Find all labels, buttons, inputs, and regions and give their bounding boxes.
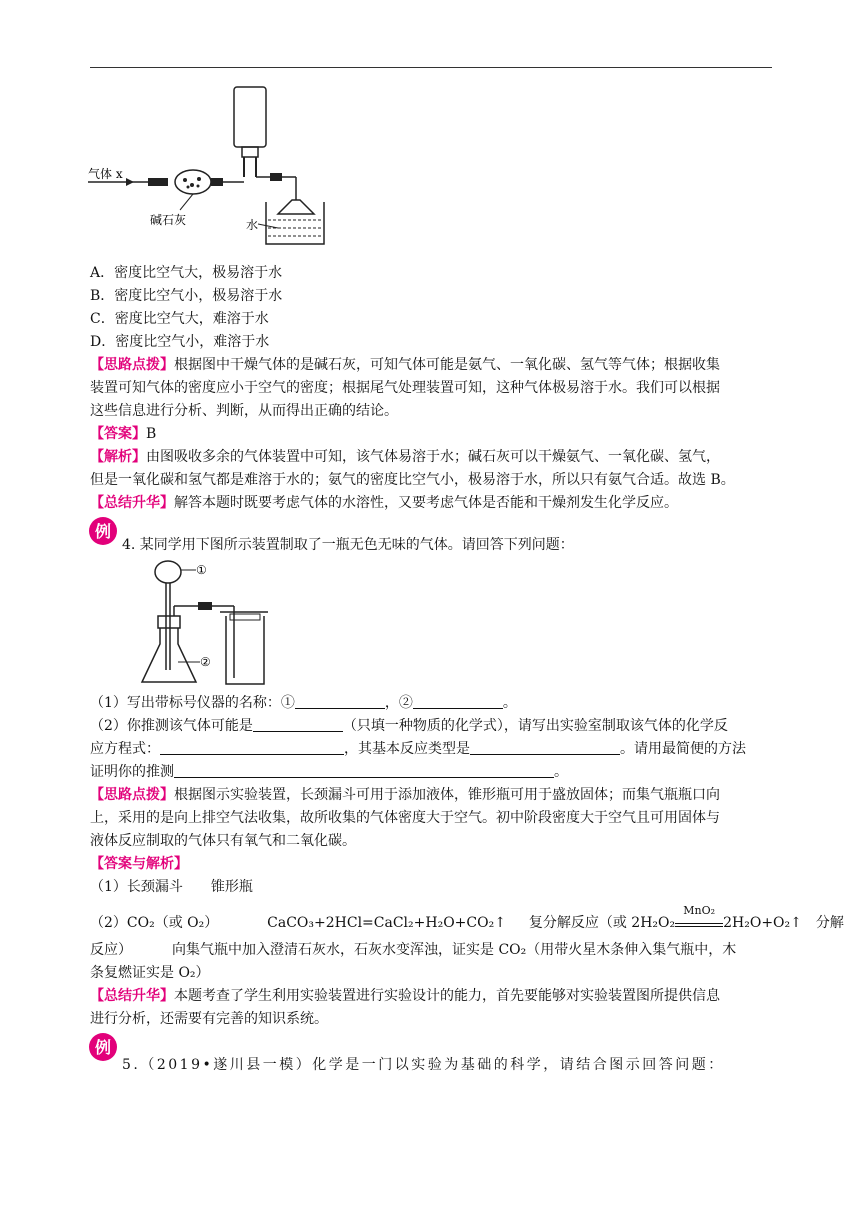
- example-badge-icon: [88, 516, 118, 546]
- hint-heading: 【思路点拨】: [90, 357, 174, 373]
- answer-blank-3[interactable]: [253, 717, 343, 732]
- answer-blank-6[interactable]: [174, 763, 554, 778]
- q3-hint-line-1: 【思路点拨】根据图中干燥气体的是碱石灰，可知气体可能是氨气、一氧化碳、氢气等气体；根据收集: [90, 357, 720, 373]
- q4-summary-line-2: 进行分析，还需要有完善的知识系统。: [90, 1011, 328, 1027]
- svg-text:例: 例: [94, 1038, 112, 1057]
- q4-hint-line-2: 上，采用的是向上排空气法收集，故所收集的气体密度大于空气。初中阶段密度大于空气且可用固体与: [90, 810, 720, 826]
- q4-part-2-line-2: 应方程式： ，其基本反应类型是 。请用最简便的方法: [90, 741, 746, 757]
- option-d: D．密度比空气小，难溶于水: [90, 334, 270, 350]
- gas-x-label: 气体 x: [88, 167, 123, 181]
- q4-stem: 4. 某同学用下图所示装置制取了一瓶无色无味的气体。请回答下列问题：: [122, 537, 574, 553]
- answer-heading: 【答案】: [90, 426, 146, 442]
- q4-part-2-line-1: （2）你推测该气体可能是 （只填一种物质的化学式），请写出实验室制取该气体的化学反: [90, 718, 728, 734]
- analysis-heading: 【解析】: [90, 449, 146, 465]
- option-b: B．密度比空气小，极易溶于水: [90, 288, 283, 304]
- q4-answer-3: 反应） 向集气瓶中加入澄清石灰水，石灰水变浑浊，证实是 CO₂（用带火星木条伸入集气瓶中，木: [90, 942, 737, 958]
- q3-hint-line-2: 装置可知气体的密度应小于空气的密度；根据尾气处理装置可知，这种气体极易溶于水。我们可以根据: [90, 380, 720, 396]
- q3-answer: 【答案】B: [90, 426, 157, 442]
- q4-part-1: （1）写出带标号仪器的名称：① ，② 。: [90, 695, 517, 711]
- q3-hint-line-3: 这些信息进行分析、判断，从而得出正确的结论。: [90, 403, 398, 419]
- q4-hint-line-1: 【思路点拨】根据图示实验装置，长颈漏斗可用于添加液体，锥形瓶可用于盛放固体；而集气瓶瓶口向: [90, 787, 720, 803]
- q3-analysis-line-2: 但是一氧化碳和氢气都是难溶于水的；氨气的密度比空气小，极易溶于水，所以只有氨气合适。故选 B。: [90, 472, 735, 488]
- q5-stem: 5.（2019•遂川县一模）化学是一门以实验为基础的科学，请结合图示回答问题：: [122, 1057, 725, 1073]
- water-label: 水: [246, 218, 259, 232]
- svg-text:②: ②: [200, 655, 211, 669]
- header-rule: [90, 67, 772, 68]
- soda-lime-label: 碱石灰: [150, 213, 187, 227]
- apparatus-figure-1: [88, 82, 328, 252]
- q4-answer-1: （1）长颈漏斗 锥形瓶: [90, 879, 253, 895]
- answer-blank-5[interactable]: [470, 740, 620, 755]
- catalyst-over-arrow: MnO₂: [675, 915, 723, 927]
- summary-heading: 【总结升华】: [90, 495, 174, 511]
- option-c: C．密度比空气大，难溶于水: [90, 311, 269, 327]
- svg-text:①: ①: [196, 563, 207, 577]
- answer-blank-1[interactable]: [295, 694, 385, 709]
- q4-summary-line-1: 【总结升华】本题考查了学生利用实验装置进行实验设计的能力，首先要能够对实验装置图所提供信息: [90, 988, 720, 1004]
- q4-answer-2: （2）CO₂（或 O₂） CaCO₃+2HCl=CaCl₂+H₂O+CO₂↑ 复分解反应（或 2H₂O₂ MnO₂ 2H₂O+O₂↑ 分解: [90, 904, 844, 931]
- q3-analysis-line-1: 【解析】由图吸收多余的气体装置中可知，该气体易溶于水；碱石灰可以干燥氨气、一氧化碳、氢气，: [90, 449, 720, 465]
- q4-part-2-line-3: 证明你的推测 。: [90, 764, 568, 780]
- q4-hint-line-3: 液体反应制取的气体只有氧气和二氧化碳。: [90, 833, 356, 849]
- apparatus-figure-2: [138, 558, 278, 688]
- answer-blank-4[interactable]: [160, 740, 344, 755]
- svg-text:例: 例: [94, 522, 112, 541]
- example-badge-icon: [88, 1032, 118, 1062]
- option-a: A．密度比空气大，极易溶于水: [90, 265, 283, 281]
- q3-summary: 【总结升华】解答本题时既要考虑气体的水溶性，又要考虑气体是否能和干燥剂发生化学反应。: [90, 495, 678, 511]
- q4-answer-4: 条复燃证实是 O₂）: [90, 965, 210, 981]
- q4-answer-heading: 【答案与解析】: [90, 856, 188, 872]
- answer-blank-2[interactable]: [413, 694, 503, 709]
